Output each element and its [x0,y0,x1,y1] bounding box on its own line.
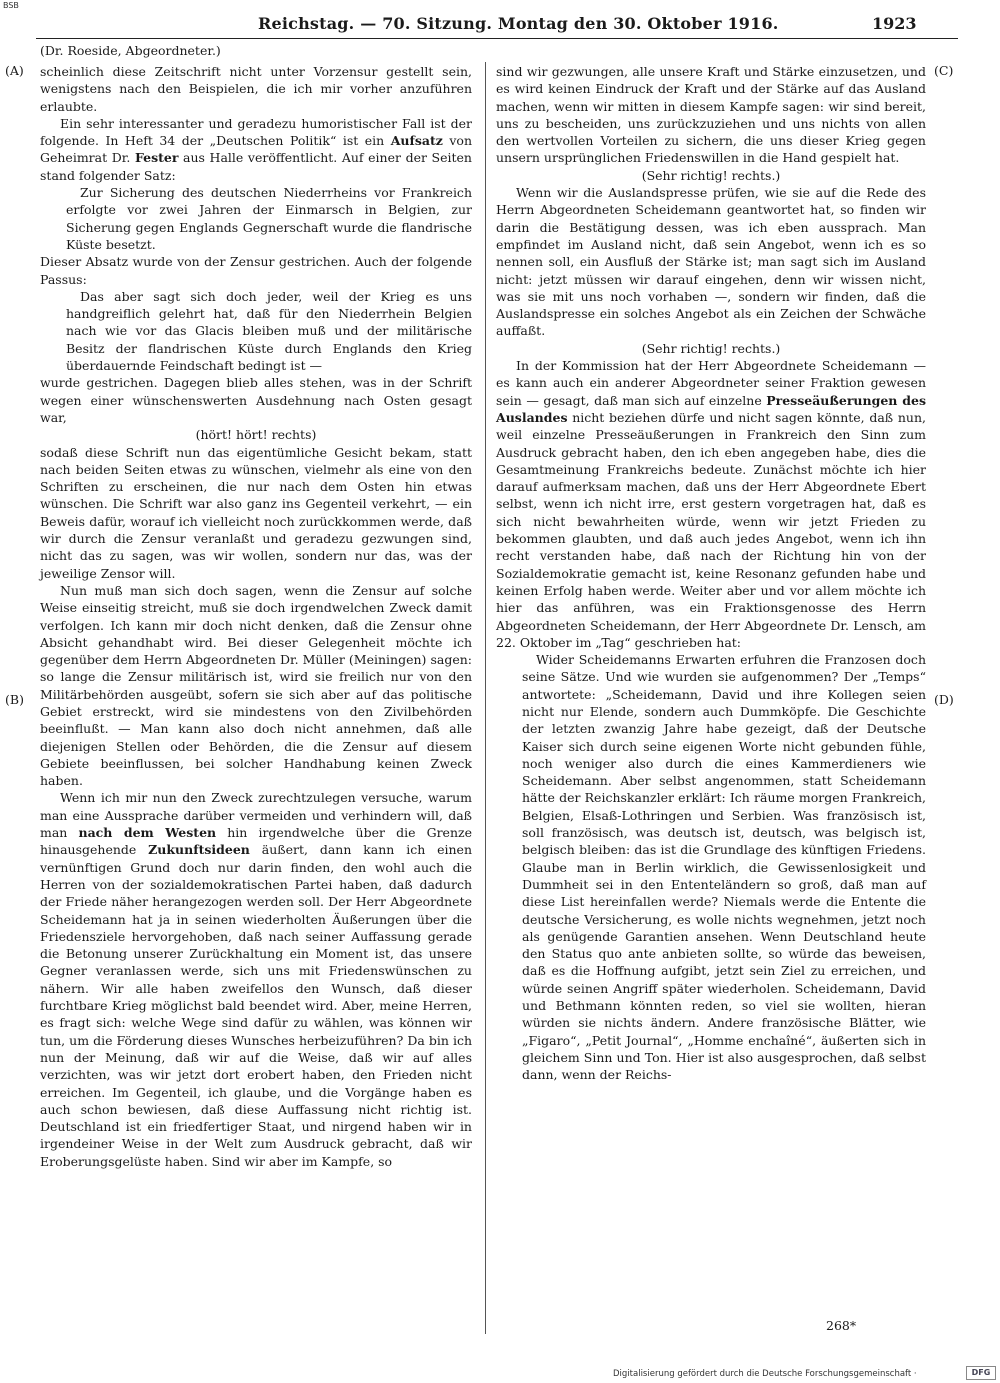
interjection: (hört! hört! rechts) [195,427,317,443]
text-run: Ein sehr interessanter und geradezu humoristischer Fall ist der folgende. In Heft 34 der „Deutschen Politik“ ist ein [40,115,472,149]
text-run: nicht beziehen dürfe und nicht sagen könnte, daß nun, weil einzelne Presseäußerungen in Frankreich den Sinn zum Ausdruck gebracht haben, den ich eben angegeben habe, dies die Gesamtmeinung Frankreichs bedeute. Zunächst möchte ich hier darauf aufmerksam machen, daß uns der Herr Abgeordnete Ebert selbst, wenn ich nicht irre, erst gestern vorgetragen hat, daß es sich nicht bewahrheiten würde, wenn wir jetzt Frieden zu bekommen glaubten, und daß auch jedes Angebot, wenn ich ihn recht verstanden habe, daß nach der Richtung hin von der Sozialdemokratie gemacht ist, keine Resonanz gefunden habe und keinen Erfolg haben werde. Weiter aber und vor allem möchte ich hier das anführen, was ein Fraktionsgenosse des Herrn Abgeordneten Scheidemann, der Herr Abgeordnete Dr. Lensch, am 22. Oktober im „Tag“ geschrieben hat: [496,409,926,650]
paragraph: Dieser Absatz wurde von der Zensur gestrichen. Auch der folgende Passus: [40,254,472,287]
block-quote: Das aber sagt sich doch jeder, weil der Krieg es uns handgreiflich gelehrt hat, daß für den Niederrhein Belgien nach wie vor das Glacis bleiben muß und der militärische Besitz der flandrischen Küste durch Englands den Krieg überdauernde Feindschaft bedingt ist — [66,288,472,374]
text-run: In der Kommission hat der Herr Abgeordnete Scheidemann — es kann auch ein anderer Abgeordneter seiner Fraktion gewesen sein — gesagt, daß man sich auf einzelne [496,358,926,408]
paragraph: Nun muß man sich doch sagen, wenn die Zensur auf solche Weise einseitig streicht, muß sie doch irgendwelchen Zweck damit verfolgen. Ich kann mir doch nicht denken, daß die Zensur ohne Absicht gehandhabt wird. Bei dieser Gelegenheit möchte ich gegenüber dem Herrn Abgeordneten Dr. Müller (Meiningen) sagen: so lange die Zensur militärisch ist, wird sie freilich nur von den Militärbehörden ausgeübt, sofern sie sich aber auf das politische Gebiet erstreckt, wird sie mindestens von den Zivilbehörden beeinflußt. — Man kann also doch nicht annehmen, daß alle diejenigen Stellen oder Behörden, die die Zensur auf diesem Gebiete beeinflussen, bei solcher Handhabung keinen Zweck haben. [40,582,472,789]
text-run: von Geheimrat Dr. [40,133,472,166]
text-run: aus Halle veröffentlicht. Auf einer der Seiten stand folgender Satz: [40,150,472,183]
bold-name: Fester [134,150,179,166]
paragraph: sodaß diese Schrift nun das eigentümliche Gesicht bekam, statt nach beiden Seiten etwas zu wünschen, vielmehr als eine von den Schriften zu erscheinen, die nur nach dem Osten hin etwas wünschen. Die Schrift war also ganz ins Gegenteil verkehrt, — ein Beweis dafür, worauf ich vielleicht noch zurückkommen werde, daß wir durch die Zensur veranlaßt und geradezu gezwungen sind, nicht das zu sagen, was wir wollen, sondern nur das, was der jeweilige Zensor will. [40,444,472,581]
margin-marker-a: (A) [5,63,24,78]
paragraph [40,115,472,184]
text-run: äußert, dann kann ich einen vernünftigen Grund doch nur darin finden, den wohl auch die Herren von der sozialdemokratischen Partei haben, daß dadurch der Friede näher herangezogen werden soll. Der Herr Abgeordnete Scheidemann hat ja in seinen wiederholten Äußerungen über die Friedensziele hervorgehoben, daß nach seiner Auffassung gerade die Betonung unserer Zurückhaltung ein Moment ist, das unsere Gegner veranlassen werde, sich uns mit Friedenswünschen zu nähern. Wir alle haben zweifellos den Wunsch, daß dieser furchtbare Krieg möglichst bald beendet wird. Aber, meine Herren, es fragt sich: welche Wege sind dafür zu wählen, was können wir tun, um die Förderung dieses Wunsches herbeizuführen? Da bin ich nun der Meinung, daß wir auf die Weise, daß wir auf alles verzichten, was wir jetzt dort erobert haben, den Frieden nicht erreichen. Im Gegenteil, ich glaube, und die Vorgänge haben es auch schon bewiesen, daß diese Auffassung nicht richtig ist. Deutschland ist ein friedfertiger Staat, und nirgend haben wir in irgendeiner Weise in der Welt zum Ausdruck gebracht, daß wir Eroberungsgelüste haben. Sind wir aber im Kampfe, so [40,842,472,1169]
paragraph: Wenn wir die Auslandspresse prüfen, wie sie auf die Rede des Herrn Abgeordneten Scheidemann geantwortet hat, so finden wir darin die Bestätigung dessen, was ich eben aussprach. Man empfindet im Ausland nicht, daß sein Angebot, wenn ich es so nennen soll, ein Ausfluß der Stärke ist; man sagt sich im Ausland nicht: jetzt müssen wir darauf eingehen, denn wir wissen nicht, was sie mit uns noch vorhaben —, sondern wir finden, daß die Auslandspresse ein solches Angebot als ein Zeichen der Schwäche auffaßt. [496,185,926,339]
text-run: Wenn ich mir nun den Zweck zurechtzulegen versuche, warum man eine Aussprache darüber vermeiden und verhindern will, daß man [40,790,472,841]
paragraph: wurde gestrichen. Dagegen blieb alles stehen, was in der Schrift wegen einer wünschenswerten Ausdehnung nach Osten gesagt war, [40,375,472,425]
bold-term: Aufsatz [390,133,443,149]
block-quote: Wider Scheidemanns Erwarten erfuhren die Franzosen doch seine Sätze. Und wie wurden sie aufgenommen? Der „Temps“ antwortete: „Scheidemann, David und ihre Kollegen seien nicht nur Elende, sondern auch Dummköpfe. Die Geschichte der letzten zwanzig Jahre habe gezeigt, daß der Deutsche Kaiser sich durch seine eigenen Worte nicht gebunden fühle, noch weniger also durch die eines Kammerdieners wie Scheidemann. Aber selbst angenommen, statt Scheidemann hätte der Reichskanzler erklärt: Ich räume morgen Frankreich, Belgien, Elsaß-Lothringen und Serbien. Was französisch ist, soll französisch, was deutsch ist, deutsch, was belgisch ist, belgisch bleiben: das ist die Grundlage des künftigen Friedens. Glaube man in Berlin wirklich, die Gewissenlosigkeit und Dummheit sei in den Ententeländern so groß, daß man auf diese List hereinfallen werde? Niemals werde die Entente die deutsche Versicherung, es wolle nichts wegnehmen, jetzt noch als genügende Garantien ansehen. Wenn Deutschland heute den Status quo ante anbieten sollte, so würde das beweisen, daß es die Hoffnung aufgibt, jetzt sein Ziel zu erreichen, und würde seinen Angriff später wiederholen. Scheidemann, David und Bethmann könnten reden, so viel sie wollten, hieran würden sie nichts ändern. Andere französische Blätter, wie „Figaro“, „Petit Journal“, „Homme enchaîné“, äußerten sich in gleichem Sinn und Ton. Hier ist also ausgesprochen, daß selbst dann, wenn der Reichs- [522,652,926,1083]
interjection: (Sehr richtig! rechts.) [641,167,781,183]
block-quote: Zur Sicherung des deutschen Niederrheins vor Frankreich erfolgte vor zwei Jahren der Einmarsch in Belgien, zur Sicherung gegen Englands Gegnerschaft wurde die flandrische Küste besetzt. [66,185,472,252]
margin-marker-b: (B) [5,692,24,707]
column-divider [485,62,486,1334]
paragraph: scheinlich diese Zeitschrift nicht unter Vorzensur gestellt sein, wenigstens nach den Beispielen, die ich mir vorher anzuführen erlaubte. [40,64,472,114]
paragraph [496,357,926,651]
bold-term: nach dem Westen [78,825,217,841]
bold-term: Zukunftsideen [148,842,250,858]
header-rule [36,38,958,39]
speaker-line: (Dr. Roeside, Abgeordneter.) [40,43,221,58]
footer-credit: Digitalisierung gefördert durch die Deutsche Forschungsgemeinschaft · [613,1369,917,1379]
page-header-title: Reichstag. — 70. Sitzung. Montag den 30. Oktober 1916. [258,14,779,33]
margin-marker-c: (C) [934,63,954,78]
page-number: 1923 [872,14,917,33]
right-column [496,63,926,1084]
margin-marker-d: (D) [934,692,954,707]
paragraph: sind wir gezwungen, alle unsere Kraft und Stärke einzusetzen, und es wird keinen Eindruck der Kraft und der Stärke auf das Ausland machen, wenn wir mitten in diesem Kampfe sagen: wir sind bereit, uns zu bescheiden, uns zurückzuziehen und uns nichts von allen den wertvollen Vorteilen zu sichern, die uns dieser Krieg gegen unsern ursprünglichen Friedenswillen in die Hand gespielt hat. [496,64,926,166]
left-column [40,63,472,1170]
bold-term: Presseäußerungen des Auslandes [496,392,926,425]
dfg-logo: DFG [966,1366,996,1380]
interjection: (Sehr richtig! rechts.) [641,340,781,356]
text-run: hin irgendwelche über die Grenze hinausgehende [40,825,472,858]
paragraph [40,789,472,1170]
watermark: BSB [3,1,19,10]
signature-mark: 268* [826,1318,857,1333]
